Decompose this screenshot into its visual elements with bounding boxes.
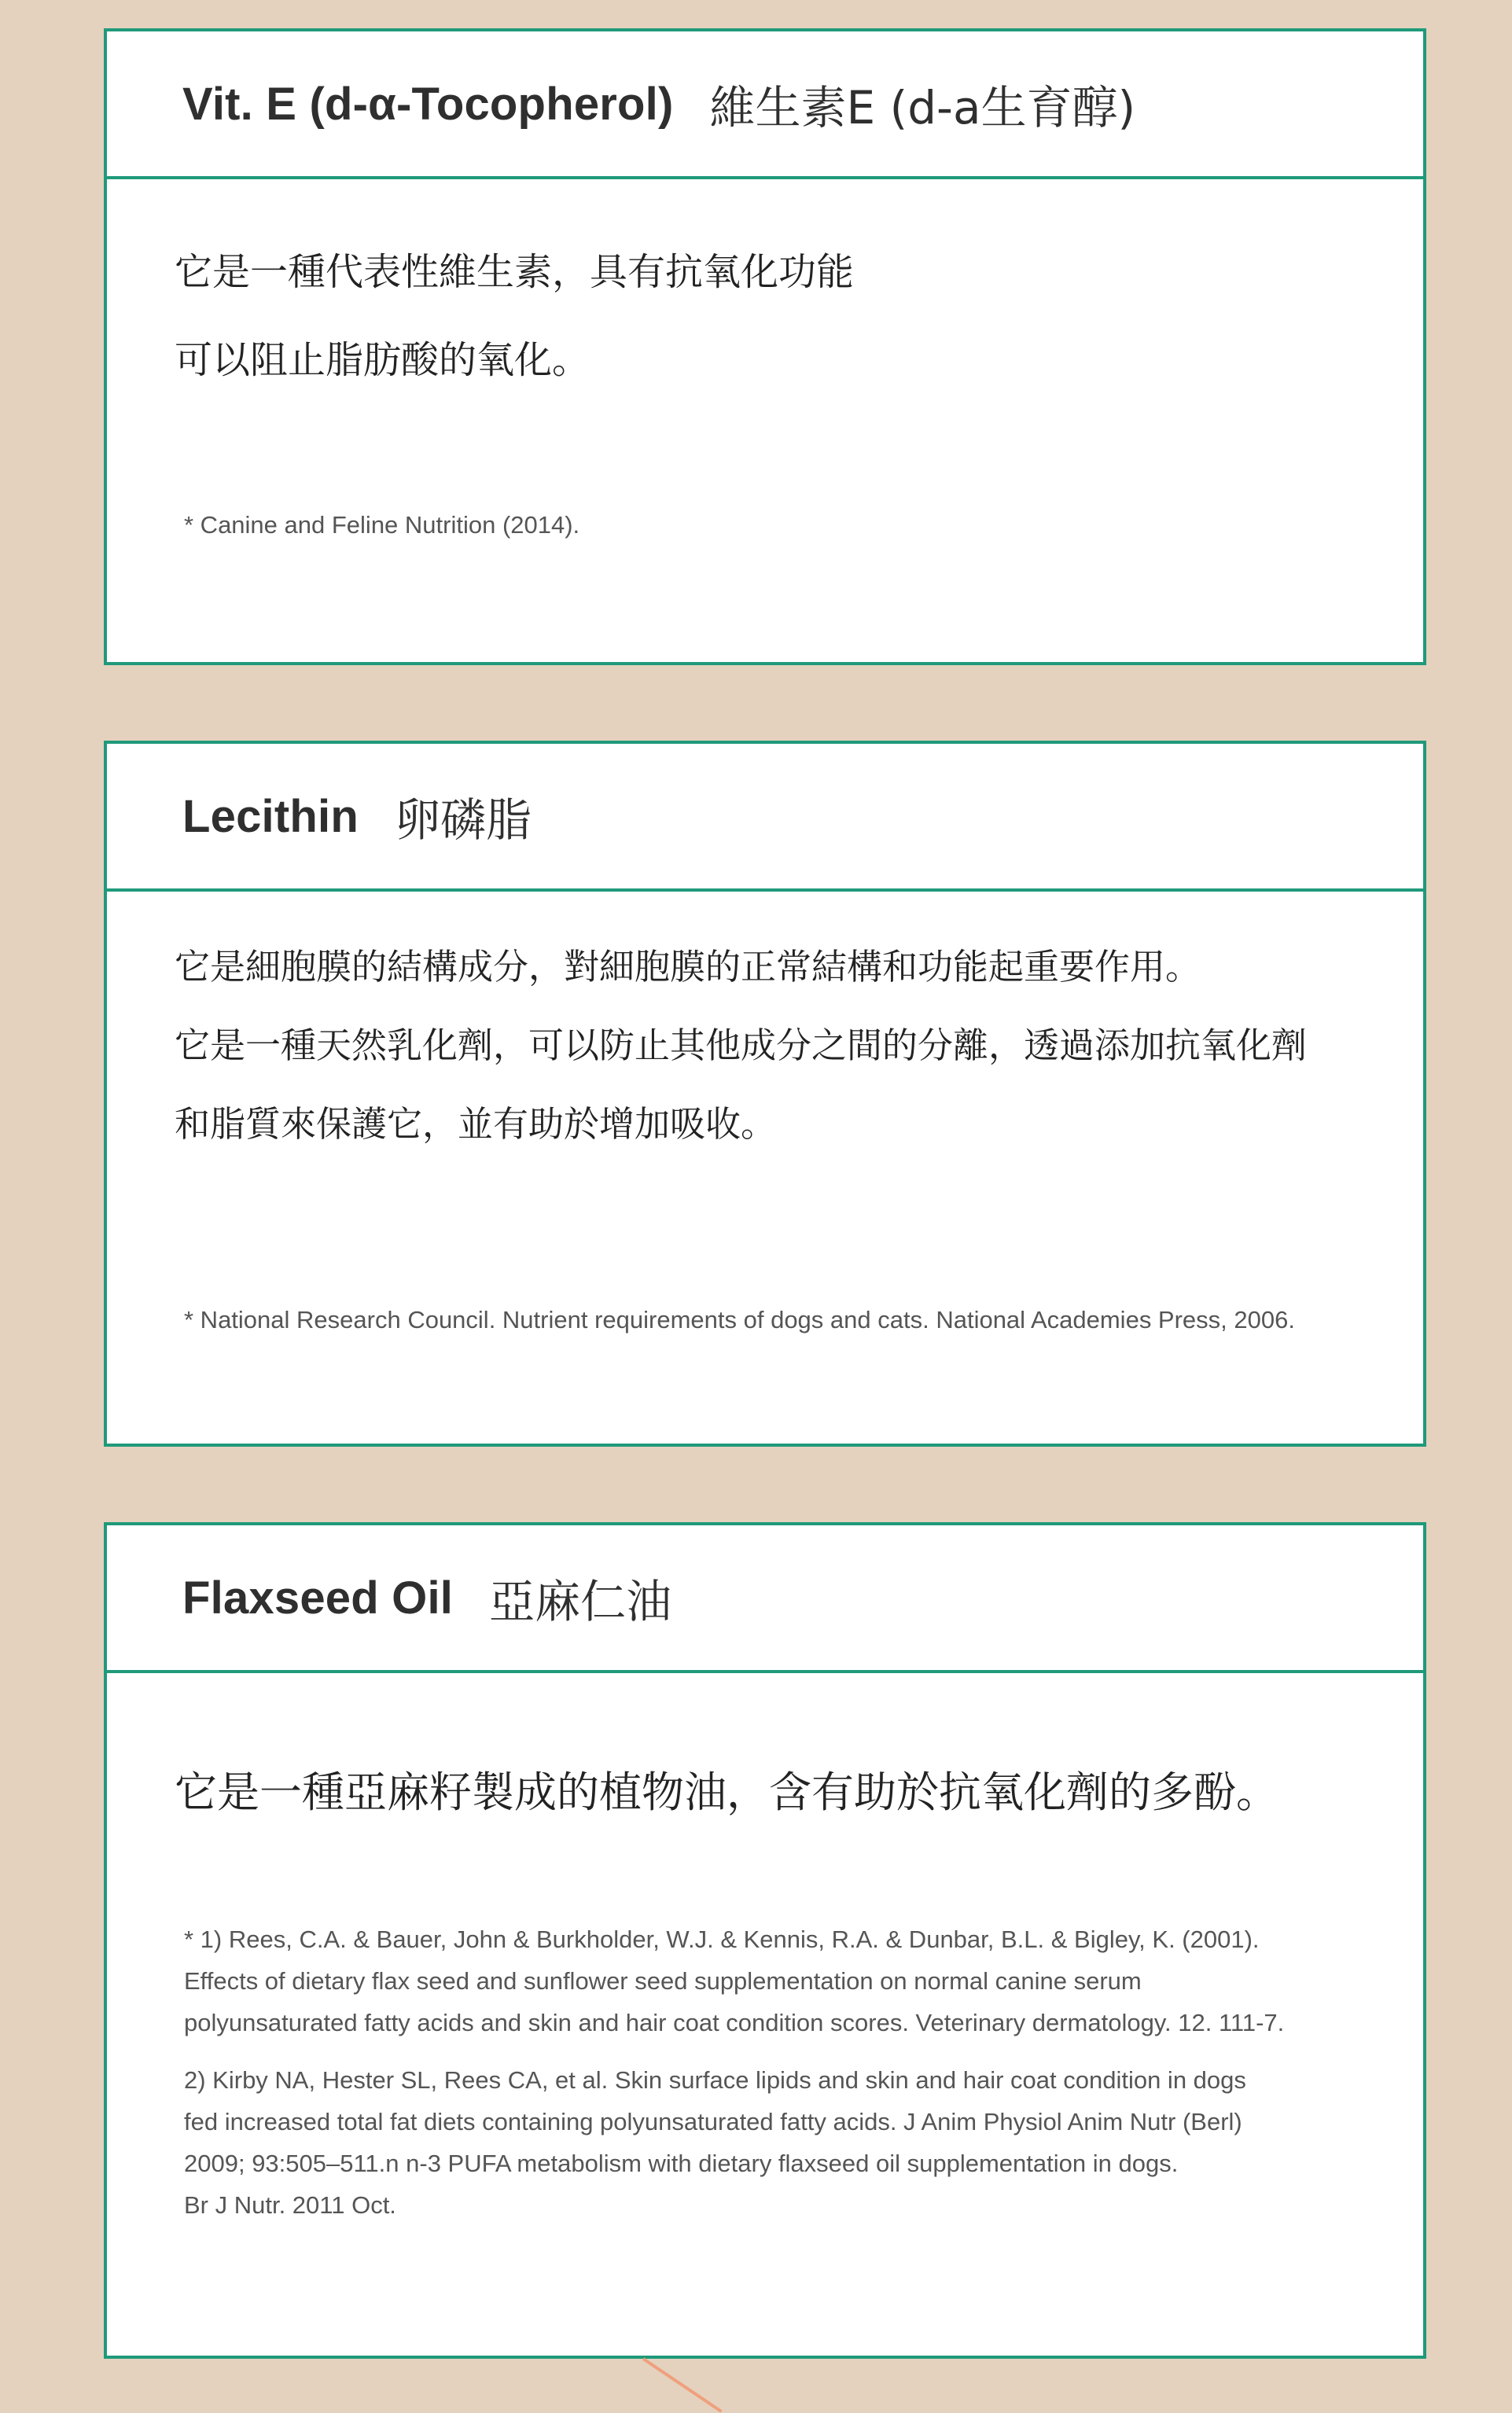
ingredient-title-zh: 維生素E (d-a生育醇) — [709, 81, 1136, 134]
ingredient-card-flaxseed-oil — [104, 1522, 1426, 2359]
ingredient-card-vitamin-e — [104, 28, 1426, 665]
reference-list — [175, 504, 1392, 546]
ingredient-title-en: Lecithin — [182, 790, 359, 842]
reference-line: * Canine and Feline Nutrition (2014). — [184, 511, 580, 539]
reference-line: polyunsaturated fatty acids and skin and hair coat condition scores. Veterinary dermatology. 12. 111-7. — [184, 2009, 1285, 2036]
reference-line: Effects of dietary flax seed and sunflower seed supplementation on normal canine serum — [184, 1967, 1142, 1995]
ingredient-card-lecithin — [104, 741, 1426, 1447]
description-line: 它是一種天然乳化劑，可以防止其他成分之間的分離，透過添加抗氧化劑 — [175, 1024, 1308, 1066]
card-body — [107, 1673, 1423, 2226]
ingredient-title-en: Flaxseed Oil — [182, 1572, 454, 1624]
reference-list — [175, 1918, 1392, 2226]
decorative-line — [642, 2357, 723, 2412]
card-header — [107, 744, 1423, 892]
description-line: 它是一種亞麻籽製成的植物油，含有助於抗氧化劑的多酚。 — [175, 1767, 1278, 1817]
card-body — [107, 179, 1423, 546]
reference-line: fed increased total fat diets containing polyunsaturated fatty acids. J Anim Physiol Anim Nutr (Berl) — [184, 2108, 1242, 2135]
reference-line: * 1) Rees, C.A. & Bauer, John & Burkholder, W.J. & Kennis, R.A. & Dunbar, B.L. & Bigley, K. (2001). — [184, 1926, 1260, 1953]
reference-list — [175, 1299, 1392, 1341]
reference-line: 2009; 93:505–511.n n-3 PUFA metabolism with dietary flaxseed oil supplementation in dogs. — [184, 2150, 1179, 2177]
ingredient-title-en: Vit. E (d-α-Tocopherol) — [182, 78, 674, 130]
reference-line: 2) Kirby NA, Hester SL, Rees CA, et al. Skin surface lipids and skin and hair coat condition in dogs — [184, 2066, 1246, 2094]
description-line: 和脂質來保護它，並有助於增加吸收。 — [175, 1103, 777, 1145]
card-header — [107, 1525, 1423, 1673]
reference-line: * National Research Council. Nutrient requirements of dogs and cats. National Academies Press, 2006. — [184, 1306, 1295, 1333]
description-line: 可以阻止脂肪酸的氧化。 — [175, 338, 590, 382]
card-body — [107, 892, 1423, 1341]
description-line: 它是細胞膜的結構成分，對細胞膜的正常結構和功能起重要作用。 — [175, 946, 1201, 988]
ingredient-title-zh: 亞麻仁油 — [489, 1575, 672, 1628]
description-line: 它是一種代表性維生素，具有抗氧化功能 — [175, 250, 855, 294]
reference-spacer — [184, 2043, 1392, 2059]
card-header — [107, 31, 1423, 179]
reference-line: Br J Nutr. 2011 Oct. — [184, 2191, 396, 2219]
ingredient-title-zh: 卵磷脂 — [394, 793, 532, 847]
